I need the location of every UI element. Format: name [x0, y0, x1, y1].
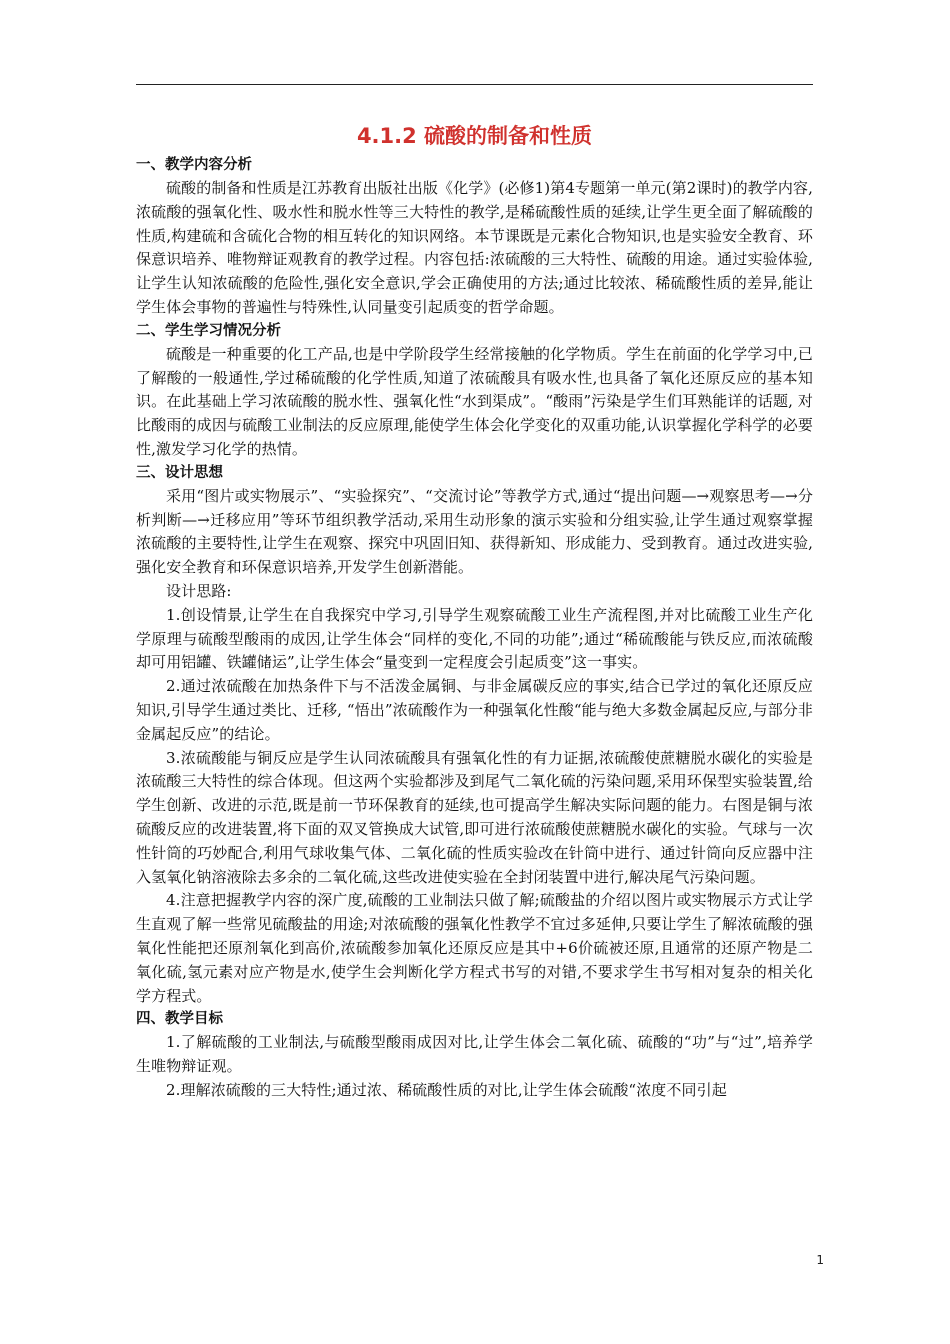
paragraph: 1.了解硫酸的工业制法,与硫酸型酸雨成因对比,让学生体会二氧化硫、硫酸的“功”与“过”,培养学生唯物辩证观。	[136, 1033, 813, 1076]
section-heading: 四、教学目标	[136, 1011, 223, 1028]
paragraph: 设计思路:	[166, 581, 232, 600]
section-teaching-objectives	[136, 1008, 813, 1102]
paragraph: 1.创设情景,让学生在自我探究中学习,引导学生观察硫酸工业生产流程图,并对比硫酸工业生产化学原理与硫酸型酸雨的成因,让学生体会“同样的变化,不同的功能”;通过“稀硫酸能与铁反应,而浓硫酸却可用铝罐、铁罐储运”,让学生体会“量变到一定程度会引起质变”这一事实。	[136, 605, 813, 672]
header-rule	[136, 84, 813, 85]
section-teaching-content-analysis	[136, 154, 813, 320]
paragraph: 2.通过浓硫酸在加热条件下与不活泼金属铜、与非金属碳反应的事实,结合已学过的氧化还原反应知识,引导学生通过类比、迁移, “悟出”浓硫酸作为一种强氧化性酸“能与绝大多数金属起反应,与部分非金属起反应”的结论。	[136, 677, 813, 743]
paragraph: 4.注意把握教学内容的深广度,硫酸的工业制法只做了解;硫酸盐的介绍以图片或实物展示方式让学生直观了解一些常见硫酸盐的用途;对浓硫酸的强氧化性教学不宜过多延伸,只要让学生了解浓硫酸的强氧化性能把还原剂氧化到高价,浓硫酸参加氧化还原反应是其中+6价硫被还原,且通常的还原产物是二氧化硫,氢元素对应产物是水,使学生会判断化学方程式书写的对错,不要求学生书写相对复杂的相关化学方程式。	[136, 891, 813, 1005]
page-number: 1	[816, 1253, 824, 1267]
section-heading: 二、学生学习情况分析	[136, 322, 281, 339]
paragraph: 硫酸是一种重要的化工产品,也是中学阶段学生经常接触的化学物质。学生在前面的化学学习中,已了解酸的一般通性,学过稀硫酸的化学性质,知道了浓硫酸具有吸水性,也具备了氧化还原反应的基本知识。在此基础上学习浓硫酸的脱水性、强氧化性“水到渠成”。“酸雨”污染是学生们耳熟能详的话题, 对比酸雨的成因与硫酸工业制法的反应原理,能使学生体会化学变化的双重功能,认识掌握化学科学的必要性,激发学习化学的热情。	[136, 344, 813, 458]
paragraph: 3.浓硫酸能与铜反应是学生认同浓硫酸具有强氧化性的有力证据,浓硫酸使蔗糖脱水碳化的实验是浓硫酸三大特性的综合体现。但这两个实验都涉及到尾气二氧化硫的污染问题,采用环保型实验装置,给学生创新、改进的示范,既是前一节环保教育的延续,也可提高学生解决实际问题的能力。右图是铜与浓硫酸反应的改进装置,将下面的双叉管换成大试管,即可进行浓硫酸使蔗糖脱水碳化的实验。气球与一次性针筒的巧妙配合,利用气球收集气体、二氧化硫的性质实验改在针筒中进行、通过针筒向反应器中注入氢氧化钠溶液除去多余的二氧化硫,这些改进使实验在全封闭装置中进行,解决尾气污染问题。	[136, 748, 813, 886]
paragraph: 采用“图片或实物展示”、“实验探究”、“交流讨论”等教学方式,通过“提出问题—→观察思考—→分析判断—→迁移应用”等环节组织教学活动,采用生动形象的演示实验和分组实验,让学生通过观察掌握浓硫酸的主要特性,让学生在观察、探究中巩固旧知、获得新知、形成能力、受到教育。通过改进实验,强化安全教育和环保意识培养,开发学生创新潜能。	[136, 486, 813, 577]
section-design-idea	[136, 462, 813, 1009]
section-student-analysis	[136, 320, 813, 462]
paragraph: 硫酸的制备和性质是江苏教育出版社出版《化学》(必修1)第4专题第一单元(第2课时)的教学内容,浓硫酸的强氧化性、吸水性和脱水性等三大特性的教学,是稀硫酸性质的延续,让学生更全面了解硫酸的性质,构建硫和含硫化合物的相互转化的知识网络。本节课既是元素化合物知识,也是实验安全教育、环保意识培养、唯物辩证观教育的教学过程。内容包括:浓硫酸的三大特性、硫酸的用途。通过实验体验,让学生认知浓硫酸的危险性,强化安全意识,学会正确使用的方法;通过比较浓、稀硫酸性质的差异,能让学生体会事物的普遍性与特殊性,认同量变引起质变的哲学命题。	[136, 179, 813, 316]
document-title: 4.1.2 硫酸的制备和性质	[356, 124, 593, 148]
document-body	[136, 118, 813, 1103]
section-heading: 三、设计思想	[136, 464, 223, 481]
section-heading: 一、教学内容分析	[136, 157, 252, 173]
paragraph: 2.理解浓硫酸的三大特性;通过浓、稀硫酸性质的对比,让学生体会硫酸“浓度不同引起	[166, 1080, 727, 1099]
